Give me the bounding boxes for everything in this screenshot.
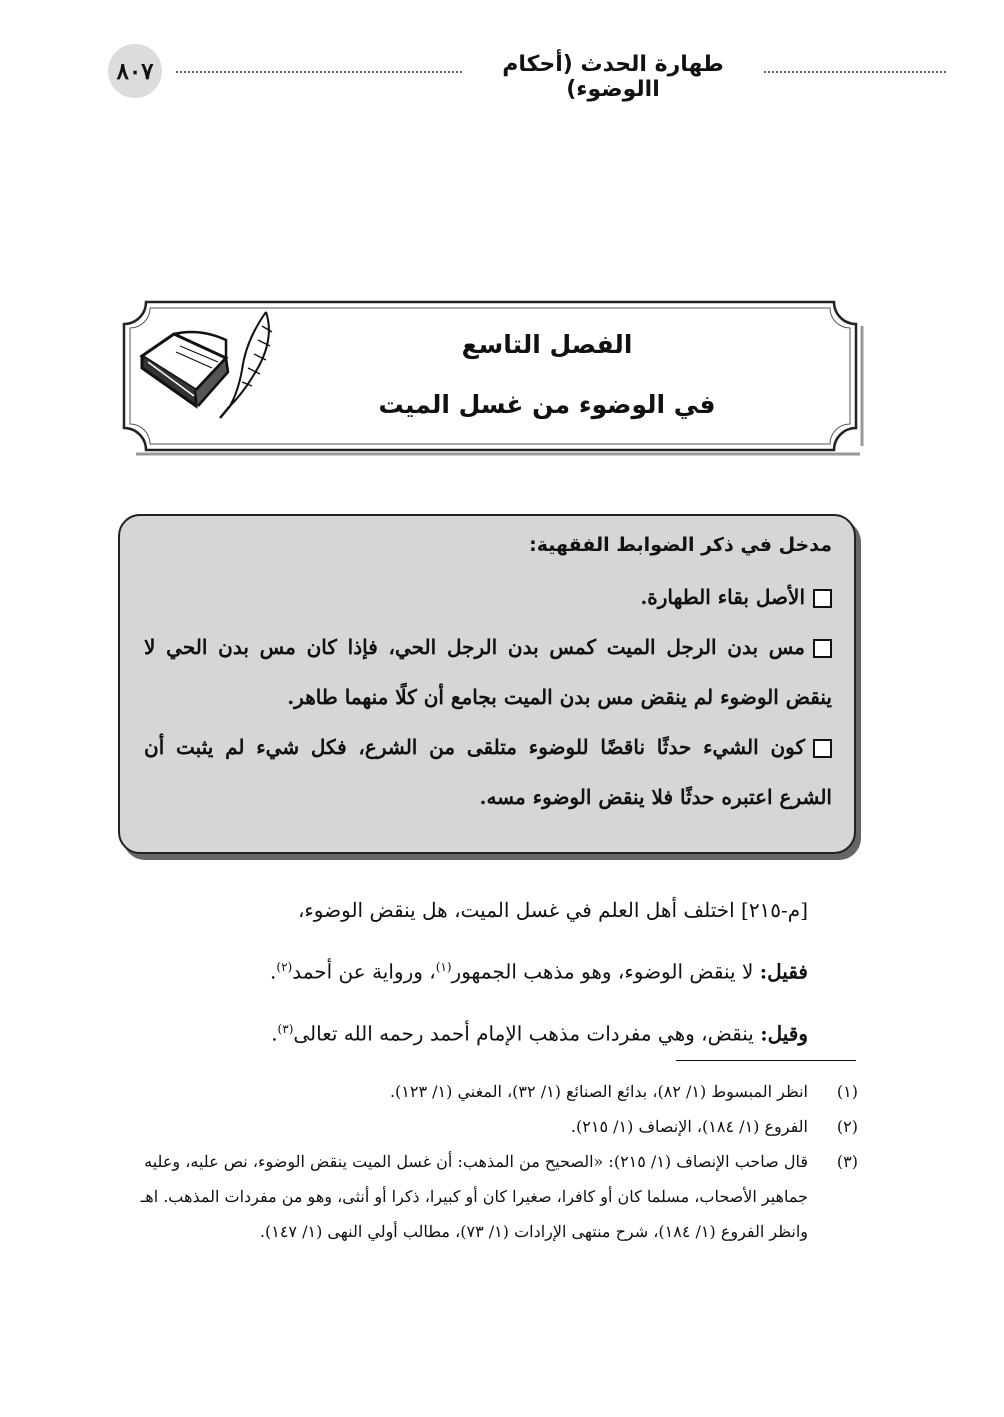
opinion-label: وقيل: — [760, 1021, 808, 1046]
footnote-text: انظر المبسوط (١/ ٨٢)، بدائع الصنائع (١/ ٣٢)، المغني (١/ ١٢٣). — [389, 1082, 808, 1101]
running-title: طهارة الحدث (أحكام االوضوء) — [502, 52, 724, 102]
footnote — [124, 1109, 858, 1144]
opinion-text: ، ورواية عن أحمد — [292, 959, 436, 984]
chapter-title: الفصل التاسع — [461, 330, 633, 359]
footnote-ref[interactable]: (١) — [435, 960, 452, 974]
footnote-number: (١) — [836, 1082, 858, 1101]
rules-box — [118, 514, 856, 854]
footnote-separator — [676, 1060, 856, 1061]
issue-intro: [م-٢١٥] اختلف أهل العلم في غسل الميت، هل ينقض الوضوء، — [297, 898, 808, 922]
footnote — [124, 1144, 858, 1249]
footnote-number: (٣) — [836, 1152, 858, 1171]
header-dotted-leader — [176, 71, 462, 73]
checkbox-icon — [813, 639, 832, 658]
opinion-label: فقيل: — [759, 959, 808, 984]
chapter-subtitle: في الوضوء من غسل الميت — [378, 390, 716, 419]
rule-text: كون الشيء حدثًا ناقضًا للوضوء متلقى من الشرع، فكل شيء لم يثبت أن الشرع اعتبره حدثًا فلا ينقض الوضوء مسه. — [144, 735, 832, 809]
header-dotted-leader — [764, 71, 946, 73]
opinion-text: ينقض، وهي مفردات مذهب الإمام أحمد رحمه الله تعالى — [293, 1021, 754, 1046]
opinion-1 — [180, 939, 808, 1001]
footnotes — [124, 1074, 858, 1249]
body-text — [180, 882, 808, 1062]
rule-item — [144, 722, 832, 822]
opinion-text: لا ينقض الوضوء، وهو مذهب الجمهور — [451, 959, 754, 984]
rules-heading: مدخل في ذكر الضوابط الفقهية: — [529, 534, 832, 556]
footnote-text: قال صاحب الإنصاف (١/ ٢١٥): «الصحيح من المذهب: أن غسل الميت ينقض الوضوء، نص عليه، وعليه جماهير الأصحاب، مسلما كان أو كافرا، صغيرا كان أو كبيرا، ذكرا أو أنثى، وهو من مفردات المذهب. اهـ وانظر الفروع (١/ ١٨٤)، شرح منتهى الإرادات (١/ ٧٣)، مطالب أولي النهى (١/ ١٤٧). — [140, 1152, 808, 1241]
running-header — [108, 44, 846, 102]
footnote-number: (٢) — [836, 1117, 858, 1136]
chapter-title-frame — [112, 296, 868, 456]
rule-text: مس بدن الرجل الميت كمس بدن الرجل الحي، فإذا كان مس بدن الحي لا ينقض الوضوء لم ينقض مس بدن الميت بجامع أن كلًا منهما طاهر. — [144, 635, 832, 709]
checkbox-icon — [813, 589, 832, 608]
opinion-2 — [180, 1001, 808, 1063]
book-and-quill-icon — [134, 306, 284, 422]
rule-text: الأصل بقاء الطهارة. — [640, 585, 805, 609]
footnote-ref[interactable]: (٢) — [276, 960, 293, 974]
footnote-text: الفروع (١/ ١٨٤)، الإنصاف (١/ ٢١٥). — [570, 1117, 808, 1136]
footnote-ref[interactable]: (٣) — [277, 1021, 294, 1036]
footnote — [124, 1074, 858, 1109]
rule-item — [144, 572, 832, 622]
opinion-end: . — [270, 959, 277, 984]
page-number: ٨٠٧ — [108, 44, 162, 98]
rule-item — [144, 622, 832, 722]
checkbox-icon — [813, 739, 832, 758]
opinion-end: . — [271, 1021, 278, 1046]
